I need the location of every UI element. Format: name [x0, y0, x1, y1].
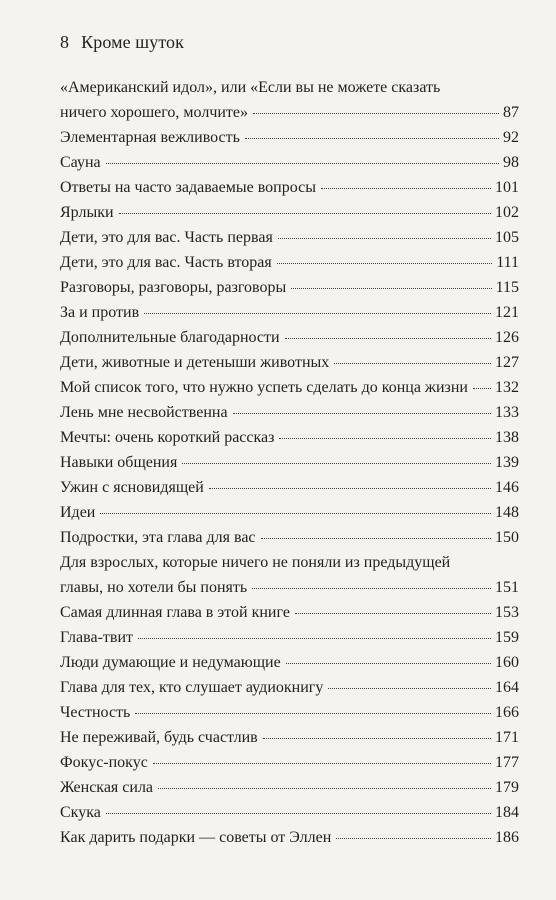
- toc-entry-page-number: 132: [495, 379, 519, 396]
- toc-entry-title: Идеи: [60, 504, 96, 521]
- toc-entry-page-number: 92: [503, 129, 519, 146]
- dot-leader: [135, 713, 491, 714]
- dot-leader: [158, 788, 491, 789]
- page-number: 8: [60, 32, 70, 52]
- dot-leader: [321, 188, 491, 189]
- toc-entry: [60, 475, 519, 500]
- toc-entry-row: [60, 275, 519, 300]
- toc-entry-row: [60, 225, 519, 250]
- dot-leader: [245, 138, 499, 139]
- toc-entry: [60, 700, 519, 725]
- dot-leader: [295, 613, 491, 614]
- toc-entry-page-number: 150: [495, 529, 519, 546]
- toc-entry-title-line: Для взрослых, которые ничего не поняли из предыдущей: [60, 554, 451, 571]
- toc-entry: [60, 775, 519, 800]
- toc-entry-title: Мой список того, что нужно успеть сделать до конца жизни: [60, 379, 468, 396]
- toc-entry: [60, 225, 519, 250]
- toc-entry-title: главы, но хотели бы понять: [60, 579, 248, 596]
- toc-entry: [60, 300, 519, 325]
- toc-entry-row: [60, 200, 519, 225]
- dot-leader: [182, 463, 491, 464]
- toc-entry: [60, 325, 519, 350]
- toc-entry-page-number: 126: [495, 329, 519, 346]
- toc-entry: [60, 200, 519, 225]
- toc-entry-page-number: 146: [495, 479, 519, 496]
- toc-entry-page-number: 98: [503, 154, 519, 171]
- toc-entry-page-number: 133: [495, 404, 519, 421]
- dot-leader: [286, 663, 491, 664]
- toc-entry-page-number: 186: [495, 829, 519, 846]
- toc-entry-title: Дети, это для вас. Часть вторая: [60, 254, 272, 271]
- dot-leader: [473, 388, 491, 389]
- toc-entry: [60, 500, 519, 525]
- toc-entry-row: [60, 600, 519, 625]
- dot-leader: [119, 213, 491, 214]
- toc-entry-row: [60, 500, 519, 525]
- toc-entry: [60, 275, 519, 300]
- toc-entry-page-number: 160: [495, 654, 519, 671]
- toc-entry-page-number: 166: [495, 704, 519, 721]
- toc-entry-page-number: 105: [495, 229, 519, 246]
- toc-entry-page-number: 121: [495, 304, 519, 321]
- toc-entry-row: [60, 775, 519, 800]
- toc-entry-page-number: 159: [495, 629, 519, 646]
- dot-leader: [328, 688, 491, 689]
- toc-entry: [60, 600, 519, 625]
- toc-entry-page-number: 127: [495, 354, 519, 371]
- toc-entry-row: [60, 625, 519, 650]
- toc-entry-title: Дети, животные и детеныши животных: [60, 354, 330, 371]
- dot-leader: [153, 763, 491, 764]
- toc-entry-row: [60, 450, 519, 475]
- running-head: [60, 31, 184, 53]
- toc-entry-row: [60, 300, 519, 325]
- toc-entry-row: [60, 425, 519, 450]
- toc-entry: [60, 450, 519, 475]
- toc-entry-title: Глава для тех, кто слушает аудиокнигу: [60, 679, 324, 696]
- toc-entry-title: Ответы на часто задаваемые вопросы: [60, 179, 316, 196]
- toc-entry: [60, 400, 519, 425]
- toc-entry: [60, 750, 519, 775]
- toc-entry-page-number: 102: [495, 204, 519, 221]
- toc-entry-title: Дополнительные благодарности: [60, 329, 280, 346]
- toc-entry-title: Элементарная вежливость: [60, 129, 240, 146]
- dot-leader: [144, 313, 491, 314]
- toc-entry-page-number: 151: [495, 579, 519, 596]
- toc-entry-title: ничего хорошего, молчите»: [60, 104, 249, 121]
- toc-entry-page-number: 164: [495, 679, 519, 696]
- toc-entry-row: [60, 750, 519, 775]
- dot-leader: [279, 438, 491, 439]
- toc-entry-page-number: 115: [495, 279, 519, 296]
- toc-entry: [60, 550, 519, 600]
- toc-entry-title: Скука: [60, 804, 101, 821]
- toc-entry: [60, 825, 519, 850]
- toc-entry-row: [60, 175, 519, 200]
- toc-entry-page-number: 87: [503, 104, 519, 121]
- toc-entry-title: Дети, это для вас. Часть первая: [60, 229, 273, 246]
- toc-entry-title: Не переживай, будь счастлив: [60, 729, 258, 746]
- toc-entry-page-number: 171: [495, 729, 519, 746]
- toc-entry-row: [60, 375, 519, 400]
- book-title: Кроме шуток: [81, 32, 184, 52]
- toc-entry: [60, 675, 519, 700]
- toc-entry-row: [60, 700, 519, 725]
- toc-entry-title: Лень мне несвойственна: [60, 404, 228, 421]
- toc-entry-title: Самая длинная глава в этой книге: [60, 604, 290, 621]
- toc-entry-page-number: 148: [495, 504, 519, 521]
- dot-leader: [138, 638, 491, 639]
- table-of-contents: [60, 75, 519, 850]
- toc-entry-title: Женская сила: [60, 779, 154, 796]
- toc-entry-title: Фокус-покус: [60, 754, 148, 771]
- toc-entry-row: [60, 575, 519, 600]
- toc-entry: [60, 250, 519, 275]
- toc-entry: [60, 150, 519, 175]
- toc-entry-row: [60, 100, 519, 125]
- toc-entry-row: [60, 675, 519, 700]
- dot-leader: [336, 838, 491, 839]
- toc-entry-row: [60, 350, 519, 375]
- toc-entry-row: [60, 650, 519, 675]
- toc-entry: [60, 800, 519, 825]
- toc-entry-page-number: 139: [495, 454, 519, 471]
- toc-entry-row: [60, 250, 519, 275]
- toc-entry-title: Навыки общения: [60, 454, 178, 471]
- toc-entry-title: Подростки, эта глава для вас: [60, 529, 256, 546]
- toc-entry: [60, 175, 519, 200]
- dot-leader: [106, 163, 499, 164]
- toc-entry-title: Ярлыки: [60, 204, 114, 221]
- toc-entry-title: Люди думающие и недумающие: [60, 654, 281, 671]
- toc-entry-title-line: «Американский идол», или «Если вы не можете сказать: [60, 79, 441, 96]
- toc-entry-row: [60, 400, 519, 425]
- dot-leader: [277, 263, 492, 264]
- dot-leader: [291, 288, 491, 289]
- dot-leader: [106, 813, 491, 814]
- toc-entry-row: [60, 325, 519, 350]
- toc-entry-row: [60, 475, 519, 500]
- dot-leader: [233, 413, 491, 414]
- toc-entry-page-number: 111: [496, 254, 519, 271]
- dot-leader: [285, 338, 491, 339]
- toc-entry: [60, 725, 519, 750]
- dot-leader: [263, 738, 491, 739]
- toc-entry-page-number: 179: [495, 779, 519, 796]
- toc-entry-row: [60, 725, 519, 750]
- toc-entry: [60, 125, 519, 150]
- toc-entry: [60, 75, 519, 125]
- dot-leader: [209, 488, 491, 489]
- toc-entry-row: [60, 525, 519, 550]
- dot-leader: [261, 538, 491, 539]
- dot-leader: [100, 513, 491, 514]
- toc-entry-page-number: 184: [495, 804, 519, 821]
- toc-entry-title: Разговоры, разговоры, разговоры: [60, 279, 287, 296]
- toc-entry-row: [60, 125, 519, 150]
- toc-entry-title: Как дарить подарки — советы от Эллен: [60, 829, 332, 846]
- dot-leader: [252, 588, 491, 589]
- dot-leader: [278, 238, 491, 239]
- toc-entry: [60, 525, 519, 550]
- toc-entry-title: Честность: [60, 704, 131, 721]
- toc-entry: [60, 425, 519, 450]
- toc-entry: [60, 650, 519, 675]
- toc-entry-row: [60, 800, 519, 825]
- toc-entry: [60, 375, 519, 400]
- toc-entry-row: [60, 825, 519, 850]
- toc-entry-title: Мечты: очень короткий рассказ: [60, 429, 275, 446]
- toc-entry: [60, 350, 519, 375]
- toc-entry-page-number: 138: [495, 429, 519, 446]
- toc-entry-page-number: 177: [495, 754, 519, 771]
- toc-entry-title: За и против: [60, 304, 140, 321]
- toc-entry-title: Глава-твит: [60, 629, 134, 646]
- toc-entry-title: Ужин с ясновидящей: [60, 479, 204, 496]
- toc-entry-page-number: 101: [495, 179, 519, 196]
- toc-entry-page-number: 153: [495, 604, 519, 621]
- dot-leader: [334, 363, 491, 364]
- toc-entry: [60, 625, 519, 650]
- dot-leader: [253, 113, 499, 114]
- toc-entry-title: Сауна: [60, 154, 101, 171]
- toc-entry-row: [60, 150, 519, 175]
